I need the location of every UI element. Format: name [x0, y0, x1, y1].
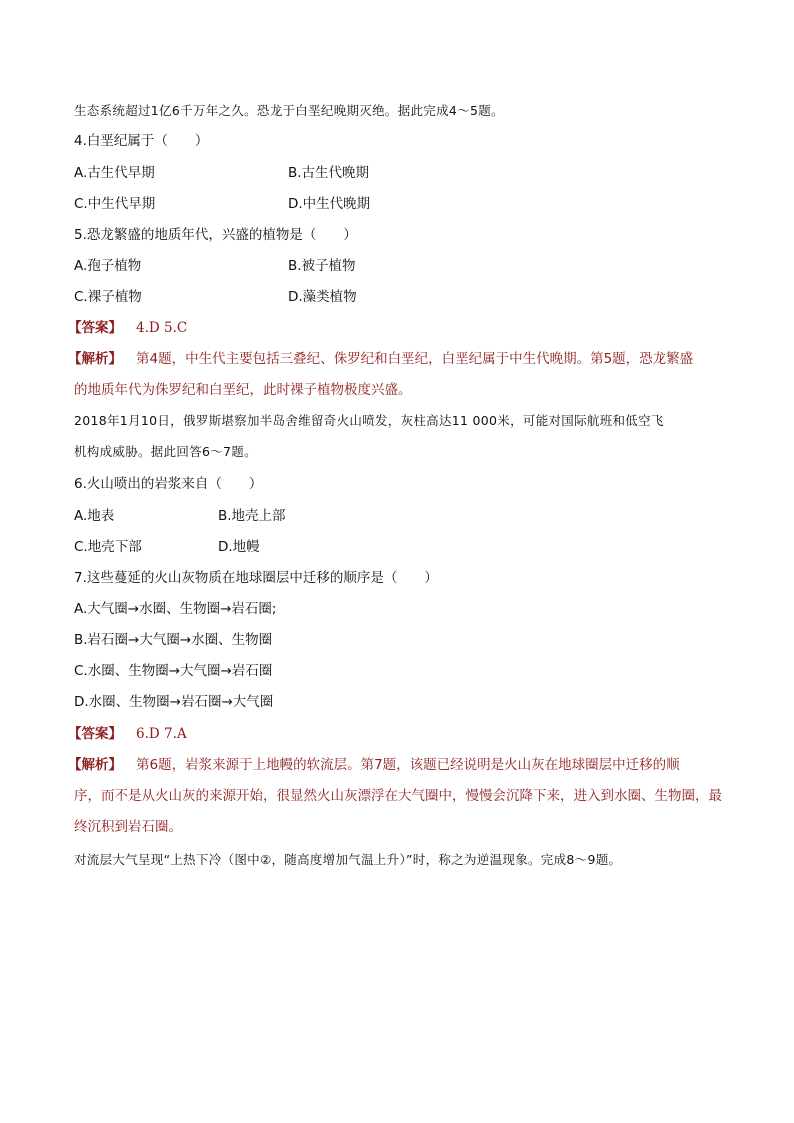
- question-6-option-d: D.地幔: [218, 539, 260, 555]
- answer-block-1: [68, 319, 187, 337]
- passage3: 对流层大气呈现“上热下冷（图中②，随高度增加气温上升）”时，称之为逆温现象。完成8～9题。: [74, 852, 622, 867]
- passage1-tail: 生态系统超过1亿6千万年之久。恐龙于白垩纪晚期灭绝。据此完成4～5题。: [74, 103, 504, 118]
- analysis-2-line-3: 终沉积到岩石圈。: [74, 819, 182, 835]
- analysis-label: 【解析】: [68, 757, 122, 773]
- analysis-2-line-1: 第6题，岩浆来源于上地幔的软流层。第7题，该题已经说明是火山灰在地球圈层中迁移的顺: [136, 757, 680, 773]
- question-4-option-c: C.中生代早期: [74, 196, 156, 212]
- question-4-stem: 4.白垩纪属于（ ）: [74, 133, 209, 149]
- answer-label: 【答案】: [68, 726, 122, 742]
- question-6-stem: 6.火山喷出的岩浆来自（ ）: [74, 476, 263, 492]
- question-5-option-b: B.被子植物: [288, 258, 356, 274]
- answer-text: 4.D 5.C: [136, 320, 188, 336]
- analysis-1-line-2: 的地质年代为侏罗纪和白垩纪，此时裸子植物极度兴盛。: [74, 382, 412, 398]
- analysis-block-2: [68, 750, 728, 843]
- analysis-2-line-2: 序，而不是从火山灰的来源开始，很显然火山灰漂浮在大气圈中，慢慢会沉降下来，进入到水圈、生物圈，最: [74, 788, 722, 804]
- question-7-option-c: C.水圈、生物圈→大气圈→岩石圈: [74, 663, 273, 679]
- answer-text: 6.D 7.A: [136, 726, 187, 742]
- question-7-option-d: D.水圈、生物圈→岩石圈→大气圈: [74, 694, 274, 710]
- question-7-stem: 7.这些蔓延的火山灰物质在地球圈层中迁移的顺序是（ ）: [74, 570, 438, 586]
- question-5-option-a: A.孢子植物: [74, 258, 142, 274]
- answer-block-2: [68, 725, 187, 743]
- answer-label: 【答案】: [68, 320, 122, 336]
- question-5-option-c: C.裸子植物: [74, 289, 142, 305]
- question-6-option-a: A.地表: [74, 508, 115, 524]
- question-7-option-a: A.大气圈→水圈、生物圈→岩石圈;: [74, 601, 277, 617]
- analysis-label: 【解析】: [68, 351, 122, 367]
- question-7-option-b: B.岩石圈→大气圈→水圈、生物圈: [74, 632, 273, 648]
- analysis-block-1: [68, 344, 728, 406]
- question-6-option-c: C.地壳下部: [74, 539, 142, 555]
- analysis-1-line-1: 第4题，中生代主要包括三叠纪、侏罗纪和白垩纪，白垩纪属于中生代晚期。第5题，恐龙繁盛: [136, 351, 694, 367]
- question-6-option-b: B.地壳上部: [218, 508, 286, 524]
- question-4-option-d: D.中生代晚期: [288, 196, 371, 212]
- passage2-line-1: 2018年1月10日，俄罗斯堪察加半岛舍维留奇火山喷发，灰柱高达11 000米，可能对国际航班和低空飞: [74, 413, 664, 428]
- passage2-line-2: 机构成威胁。据此回答6～7题。: [74, 444, 257, 459]
- question-4-option-a: A.古生代早期: [74, 165, 155, 181]
- question-4-option-b: B.古生代晚期: [288, 165, 370, 181]
- question-5-option-d: D.藻类植物: [288, 289, 357, 305]
- question-5-stem: 5.恐龙繁盛的地质年代，兴盛的植物是（ ）: [74, 227, 357, 243]
